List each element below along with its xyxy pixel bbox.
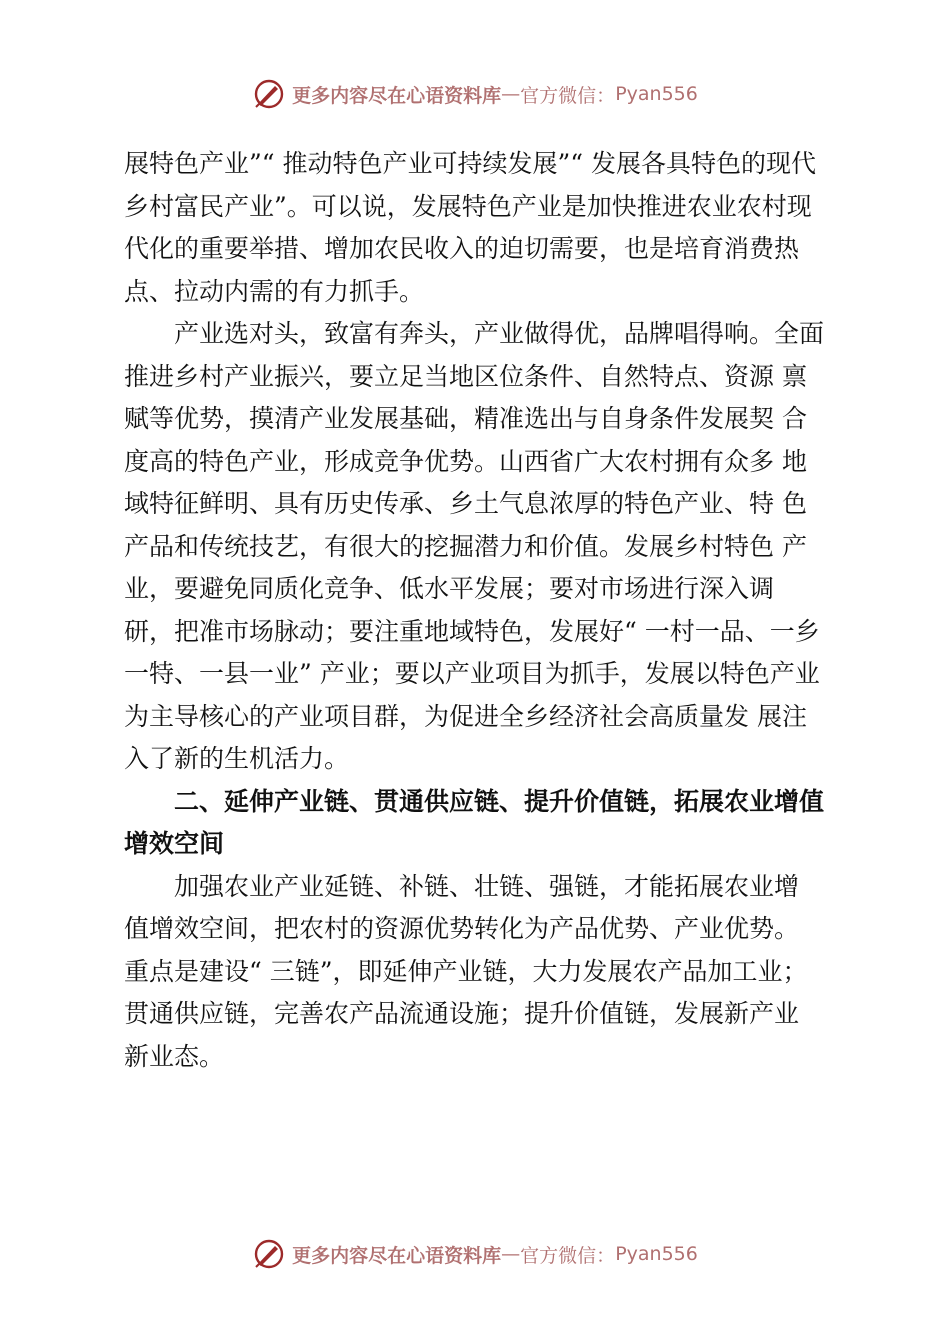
banner-brand: 更多内容尽在心语资料库 (292, 1244, 502, 1267)
banner-wechat-label: 官方微信： (520, 1244, 616, 1267)
banner-dash: — (501, 1243, 521, 1265)
paragraph-1: 展特色产业”“ 推动特色产业可持续发展”“ 发展各具特色的现代乡村富民产业”。可以说，发展特色产业是加快推进农业农村现代化的重要举措、增加农民收入的迫切需要，也是培育消费热点、拉动内需的有力抓手。 (124, 149, 817, 306)
document-body (124, 143, 829, 1078)
footer-banner (0, 1234, 950, 1274)
banner-wechat-label: 官方微信： (520, 84, 616, 107)
banner-wechat-id: Pyan556 (615, 1243, 698, 1265)
section-heading: 二、延伸产业链、贯通供应链、提升价值链，拓展农业增值增效空间 (124, 786, 825, 858)
paragraph-3: 加强农业产业延链、补链、壮链、强链，才能拓展农业增 值增效空间，把农村的资源优势转化为产品优势、产业优势。 重点是建设“ 三链”，即延伸产业链，大力发展农产品加工业；贯通供应链，完善农产品流通设施；提升价值链，发展新产业 新业态。 (124, 871, 808, 1071)
paragraph-2: 产业选对头，致富有奔头，产业做得优，品牌唱得响。全面推进乡村产业振兴，要立足当地区位条件、自然特点、资源 禀赋等优势，摸清产业发展基础，精准选出与自身条件发展契 合度高的特色产业，形成竞争优势。山西省广大农村拥有众多 地域特征鲜明、具有历史传承、乡土气息浓厚的特色产业、特 色产品和传统技艺，有很大的挖掘潜力和价值。发展乡村特色 产业，要避免同质化竞争、低水平发展；要对市场进行深入调 研，把准市场脉动；要注重地域特色，发展好“ 一村一品、一乡一特、一县一业” 产业；要以产业项目为抓手，发展以特色产业为主导核心的产业项目群，为促进全乡经济社会高质量发 展注入了新的生机活力。 (124, 319, 825, 773)
pen-logo-icon (252, 1237, 286, 1271)
header-banner (0, 74, 950, 114)
banner-dash: — (501, 83, 521, 105)
pen-logo-icon (252, 77, 286, 111)
banner-brand: 更多内容尽在心语资料库 (292, 84, 502, 107)
banner-wechat-id: Pyan556 (615, 83, 698, 105)
